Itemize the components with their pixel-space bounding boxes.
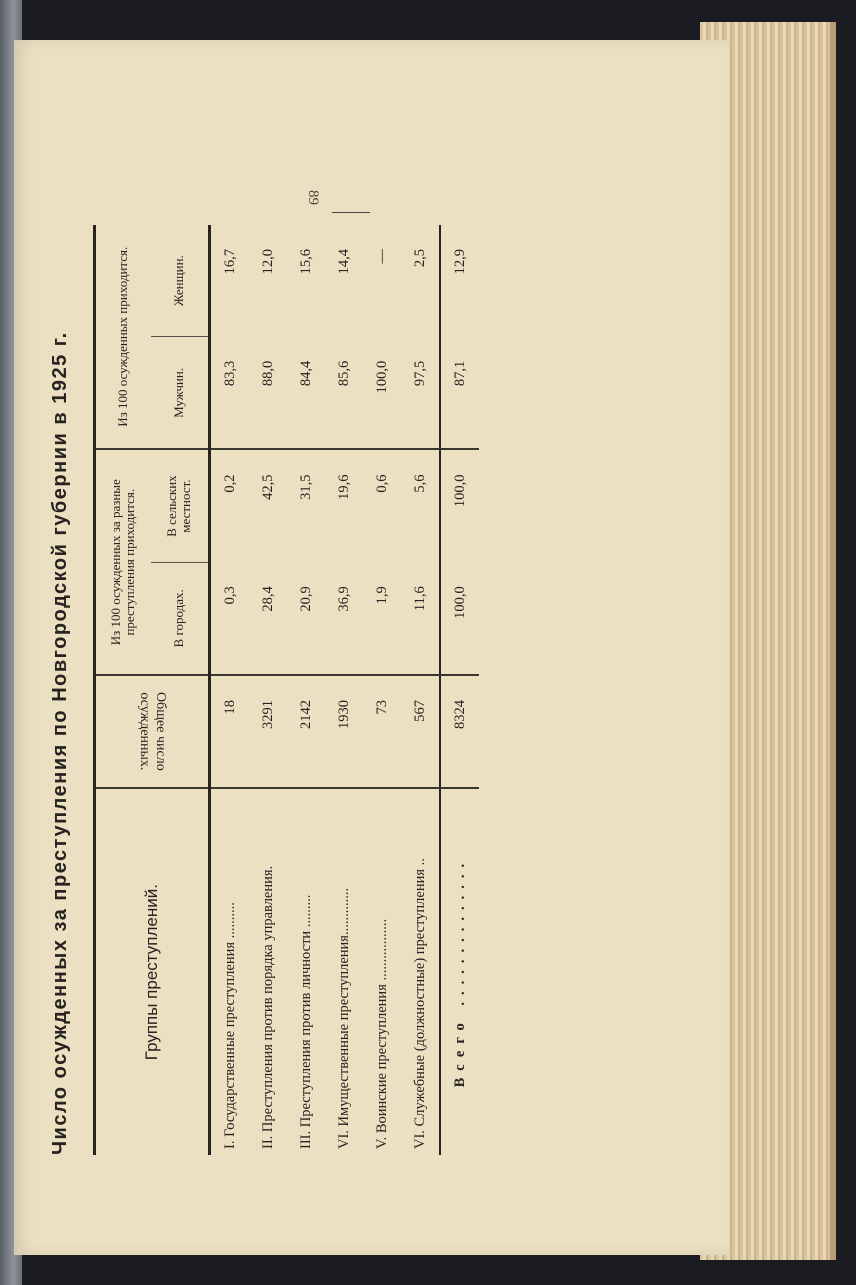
cell-women: 16,7 [221,249,238,275]
row-label [325,788,363,1155]
row-number: I. [221,1140,238,1149]
row-label [287,788,325,1155]
cell-rural: 42,5 [259,474,276,500]
cell-men: 100,0 [363,337,401,450]
rotated-table-area [49,75,609,1155]
table-row [210,225,250,1155]
total-men: 87,1 [440,337,479,450]
cell-rural: 0,6 [373,474,390,493]
header-groups: Группы преступлений. [95,788,210,1155]
table-row [363,225,401,1155]
cell-total: 3291 [249,675,287,788]
total-row [440,225,479,1155]
header-cities: В городах. [151,562,210,675]
row-label [210,788,250,1155]
cell-total: 1930 [325,675,363,788]
table-row [325,225,363,1155]
row-number: VI. [411,1130,428,1149]
total-cities: 100,0 [440,562,479,675]
header-total-text: Общее число осужденных. [137,692,168,771]
cell-rural: 31,5 [297,474,314,500]
row-text: Воинские преступления ................. [373,918,390,1134]
row-text: Служебные (должностные) преступления .. [411,858,428,1127]
row-number: V. [373,1136,390,1149]
header-total [95,675,210,788]
row-label [363,788,401,1155]
cell-cities: 1,9 [363,562,401,675]
header-distribution: Из 100 осужденных за разные преступления приходится. [95,449,151,674]
cell-cities: 0,3 [210,562,250,675]
total-count: 8324 [440,675,479,788]
cell-cities: 20,9 [287,562,325,675]
cell-cities: 36,9 [325,562,363,675]
page-number-rule [332,212,370,213]
page-title: Число осужденных за преступления по Новгородской губернии в 1925 г. [49,331,71,1155]
page-number: 89 [305,190,321,205]
cell-rural: 5,6 [411,474,428,493]
cell-men: 83,3 [210,337,250,450]
row-label [401,788,440,1155]
total-label: Всего .............. [440,788,479,1155]
table-row [401,225,440,1155]
cell-total: 567 [401,675,440,788]
total-women: 12,9 [440,225,479,337]
row-text: Имущественные преступления............. [335,887,352,1127]
row-text: Преступления против личности ......... [297,894,314,1128]
row-text: Государственные преступления .......... [221,902,238,1137]
cell-total: 2142 [287,675,325,788]
header-men: Мужчин. [151,337,210,450]
cell-rural: 19,6 [335,474,352,500]
cell-men: 97,5 [401,337,440,450]
cell-women: — [373,249,390,264]
cell-rural: 0,2 [221,474,238,493]
header-sex: Из 100 осужденных приходится. [95,225,151,449]
row-text: Преступления против порядка управления. [259,865,276,1133]
table-row [287,225,325,1155]
crime-statistics-table [93,225,479,1155]
cell-men: 88,0 [249,337,287,450]
cell-women: 12,0 [259,249,276,275]
table-row [249,225,287,1155]
row-label [249,788,287,1155]
row-number: III. [297,1130,314,1149]
cell-women: 2,5 [411,249,428,268]
header-women: Женщин. [151,225,210,337]
cell-men: 85,6 [325,337,363,450]
header-rural: В сельских местност. [151,449,210,562]
cell-women: 15,6 [297,249,314,275]
cell-women: 14,4 [335,249,352,275]
row-number: VI. [335,1130,352,1149]
cell-cities: 11,6 [401,562,440,675]
cell-cities: 28,4 [249,562,287,675]
cell-total: 18 [210,675,250,788]
book-page [14,40,729,1255]
row-number: II. [259,1135,276,1149]
cell-men: 84,4 [287,337,325,450]
cell-total: 73 [363,675,401,788]
total-rural: 100,0 [440,449,479,562]
